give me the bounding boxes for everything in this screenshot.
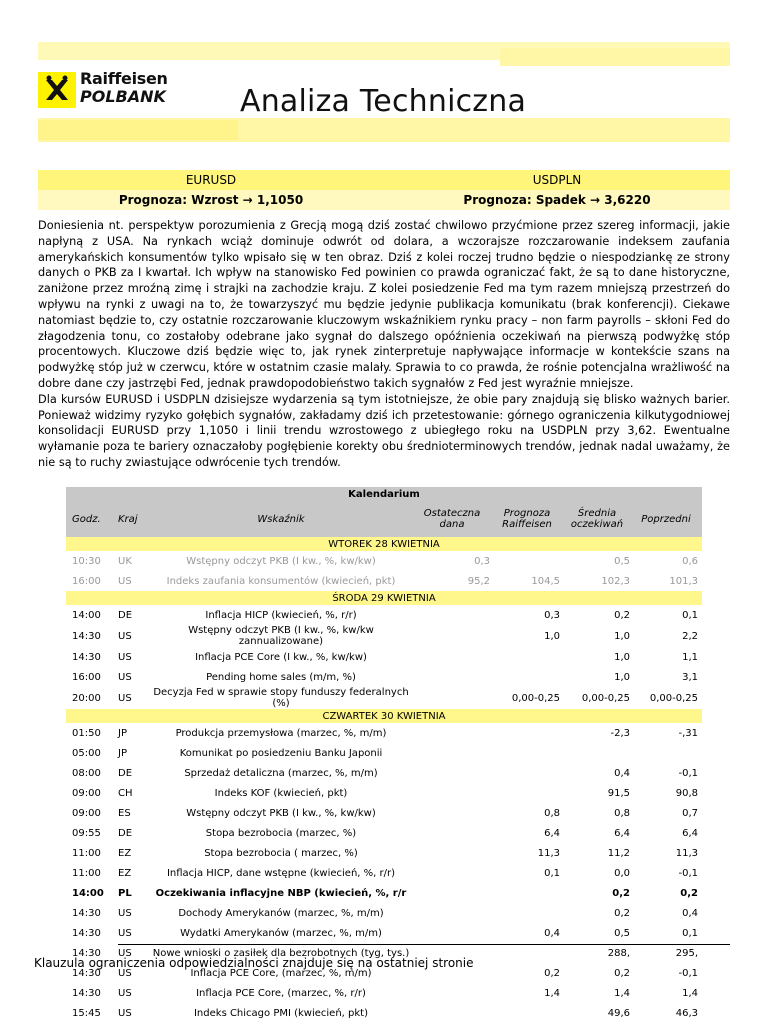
cell-previous: 101,3 xyxy=(669,575,698,587)
table-row xyxy=(66,625,702,647)
calendar-title: Kalendarium xyxy=(66,487,702,501)
cell-country: US xyxy=(118,947,132,959)
cell-country: DE xyxy=(118,609,133,621)
col-country: Kraj xyxy=(116,501,150,537)
cell-average: 11,2 xyxy=(607,847,630,859)
cell-final xyxy=(412,687,492,709)
cell-final xyxy=(412,823,492,843)
cell-final xyxy=(412,863,492,883)
cell-forecast: 11,3 xyxy=(537,847,560,859)
cell-country: US xyxy=(118,630,132,642)
cell-forecast xyxy=(492,903,562,923)
cell-average: 0,5 xyxy=(614,555,630,567)
table-row xyxy=(66,823,702,843)
cell-time: 05:00 xyxy=(72,747,101,759)
cell-time: 09:00 xyxy=(72,787,101,799)
cell-time: 09:00 xyxy=(72,807,101,819)
cell-previous: 295, xyxy=(675,947,698,959)
cell-country: JP xyxy=(118,727,127,739)
day-header: CZWARTEK 30 KWIETNIA xyxy=(66,709,702,723)
cell-forecast xyxy=(492,723,562,743)
cell-final xyxy=(412,983,492,1003)
col-indicator: Wskaźnik xyxy=(150,501,412,537)
table-row xyxy=(66,687,702,709)
cell-final xyxy=(412,883,492,903)
table-row xyxy=(66,647,702,667)
cell-time: 14:30 xyxy=(72,907,101,919)
col-average: Średnia oczekiwań xyxy=(562,501,632,537)
cell-indicator: Dochody Amerykanów (marzec, %, m/m) xyxy=(178,907,384,919)
cell-previous: -0,1 xyxy=(678,767,698,779)
cell-forecast xyxy=(492,743,562,763)
cell-indicator: Wstępny odczyt PKB (I kw., %, kw/kw) xyxy=(186,807,376,819)
cell-country: DE xyxy=(118,827,133,839)
fx-right-pair: USDPLN xyxy=(384,170,730,190)
cell-average: 1,0 xyxy=(614,630,630,642)
cell-final xyxy=(412,903,492,923)
cell-country: US xyxy=(118,1007,132,1019)
cell-indicator: Inflacja HICP (kwiecień, %, r/r) xyxy=(205,609,357,621)
cell-previous: 0,7 xyxy=(682,807,698,819)
cell-previous: 1,4 xyxy=(682,987,698,999)
cell-indicator: Komunikat po posiedzeniu Banku Japonii xyxy=(179,747,383,759)
cell-country: US xyxy=(118,907,132,919)
cell-average: -2,3 xyxy=(610,727,630,739)
cell-previous: 2,2 xyxy=(682,630,698,642)
cell-average: 0,8 xyxy=(614,807,630,819)
cell-previous: -0,1 xyxy=(678,967,698,979)
cell-indicator: Indeks Chicago PMI (kwiecień, pkt) xyxy=(193,1007,368,1019)
table-row xyxy=(66,843,702,863)
table-row xyxy=(66,571,702,591)
cell-indicator: Stopa bezrobocia (marzec, %) xyxy=(205,827,357,839)
cell-final xyxy=(412,763,492,783)
cell-time: 16:00 xyxy=(72,671,101,683)
calendar-table xyxy=(66,487,702,1023)
cell-forecast: 0,1 xyxy=(544,867,560,879)
cell-country: US xyxy=(118,927,132,939)
commentary-p2: Dla kursów EURUSD i USDPLN dzisiejsze wydarzenia są tym istotniejsze, że obie pary znajdują się blisko ważnych barier. Ponieważ widzimy ryzyko gołębich sygnałów, zakładamy dziś ich przetestowanie: górnego ograniczenia kilkutygodniowej konsolidacji EURUSD przy 1,1050 i linii trendu wzrostowego z ubiegłego roku na USDPLN przy 3,62. Ewentualne wyłamanie poza te bariery oznaczałoby pogłębienie korekty obu średnioterminowych trendów, jednak nadal uważamy, że nie są to ruchy zwiastujące odwrócenie tych trendów. xyxy=(38,392,730,469)
cell-previous: 0,1 xyxy=(682,927,698,939)
cell-indicator: Nowe wnioski o zasiłek dla bezrobotnych (tyg, tys.) xyxy=(152,947,410,959)
cell-time: 14:30 xyxy=(72,987,101,999)
col-time: Godz. xyxy=(66,501,116,537)
cell-indicator: Wstępny odczyt PKB (I kw., %, kw/kw) xyxy=(186,555,376,567)
cell-final xyxy=(412,605,492,625)
table-row xyxy=(66,803,702,823)
cell-forecast xyxy=(492,1003,562,1023)
col-forecast: Prognoza Raiffeisen xyxy=(492,501,562,537)
table-row xyxy=(66,743,702,763)
cell-time: 11:00 xyxy=(72,867,101,879)
cell-country: US xyxy=(118,651,132,663)
cell-forecast: 1,4 xyxy=(544,987,560,999)
decor-strip-top-right xyxy=(500,48,730,66)
table-row xyxy=(66,983,702,1003)
cell-country: ES xyxy=(118,807,131,819)
cell-average: 288, xyxy=(607,947,630,959)
cell-previous: 46,3 xyxy=(675,1007,698,1019)
fx-left-pair: EURUSD xyxy=(38,170,384,190)
cell-previous: 6,4 xyxy=(682,827,698,839)
cell-forecast xyxy=(492,763,562,783)
cell-previous: 0,6 xyxy=(682,555,698,567)
cell-average: 0,0 xyxy=(614,867,630,879)
page-title: Analiza Techniczna xyxy=(240,84,527,119)
cell-forecast xyxy=(492,883,562,903)
cell-country: PL xyxy=(118,887,132,899)
cell-forecast xyxy=(492,783,562,803)
cell-previous: 3,1 xyxy=(682,671,698,683)
cell-forecast: 0,8 xyxy=(544,807,560,819)
table-row xyxy=(66,883,702,903)
cell-final xyxy=(412,923,492,943)
cell-time: 20:00 xyxy=(72,692,101,704)
cell-final xyxy=(412,647,492,667)
cell-average: 6,4 xyxy=(614,827,630,839)
cell-time: 09:55 xyxy=(72,827,101,839)
commentary-p1: Doniesienia nt. perspektyw porozumienia z Grecją mogą dziś zostać chwilowo przyćmione przez szereg informacji, jakie napłyną z USA. Na rynkach wciąż dominuje odwrót od dolara, a wczorajsze rozczarowanie indeksem zaufania amerykańskich konsumentów tylko wpisało się w ten obraz. Dziś z kolei roczej trudno będzie o niespodziankę ze strony danych o PKB za I kwartał. Ich wpływ na stanowisko Fed powinien co prawda ograniczać fakt, że są to dane historyczne, zaniżone przez mroźną zimę i strajki na zachodzie kraju. Z kolei posiedzenie Fed ma tym razem mniejszą przestrzeń do wpływu na rynki z uwagi na to, że towarzyszyć mu będzie jedynie publikacja komunikatu (brak konferencji). Ciekawe natomiast będzie to, czy ostatnie rozczarowanie kluczowym wskaźnikiem rynku pracy – non farm payrolls – skłoni Fed do złagodzenia tonu, co zostałoby odebrane jako sygnał do dalszego opóźnienia oczekiwań na pierwszą podwyżkę stóp procentowych. Kluczowe dziś będzie więc to, jak rynek zinterpretuje napływające informacje w kontekście szans na podwyżkę stóp już w czerwcu, które w ostatnim czasie malały. Sprawia to co prawda, że rośnie potencjalna wrażliwość na dobre dane czy jastrzębi Fed, jednak prawdopodobieństwo takich sygnałów z Fed jest wyraźnie mniejsze. xyxy=(38,219,730,390)
cell-final xyxy=(412,803,492,823)
decor-strip-mid-left xyxy=(38,120,238,140)
cell-previous: 90,8 xyxy=(675,787,698,799)
cell-final: 0,3 xyxy=(474,555,490,567)
cell-average xyxy=(562,743,632,763)
cell-average: 1,0 xyxy=(614,651,630,663)
cell-forecast xyxy=(492,943,562,963)
cell-final xyxy=(412,625,492,647)
cell-forecast: 104,5 xyxy=(531,575,560,587)
table-row xyxy=(66,763,702,783)
cell-average: 91,5 xyxy=(607,787,630,799)
cell-average: 49,6 xyxy=(607,1007,630,1019)
day-header: WTOREK 28 KWIETNIA xyxy=(66,537,702,551)
day-header: ŚRODA 29 KWIETNIA xyxy=(66,591,702,605)
cell-country: EZ xyxy=(118,847,132,859)
cell-final xyxy=(412,783,492,803)
cell-forecast: 0,2 xyxy=(544,967,560,979)
cell-country: US xyxy=(118,987,132,999)
cell-average: 0,2 xyxy=(614,609,630,621)
cell-previous: 11,3 xyxy=(675,847,698,859)
cell-country: US xyxy=(118,692,132,704)
cell-previous: -0,1 xyxy=(678,867,698,879)
cell-country: US xyxy=(118,967,132,979)
cell-forecast: 1,0 xyxy=(544,630,560,642)
cell-indicator: Indeks KOF (kwiecień, pkt) xyxy=(214,787,348,799)
cell-previous: 0,2 xyxy=(680,887,698,899)
cell-final xyxy=(412,723,492,743)
table-row xyxy=(66,863,702,883)
cell-average: 0,00-0,25 xyxy=(581,692,630,704)
cell-time: 14:30 xyxy=(72,947,101,959)
cell-country: DE xyxy=(118,767,133,779)
cell-indicator: Stopa bezrobocia ( marzec, %) xyxy=(204,847,358,859)
cell-previous: 1,1 xyxy=(682,651,698,663)
bank-logo xyxy=(38,70,198,110)
fx-left-forecast: Prognoza: Wzrost → 1,1050 xyxy=(38,190,384,210)
fx-forecast-table xyxy=(38,170,730,210)
table-row xyxy=(66,551,702,571)
cell-forecast: 0,00-0,25 xyxy=(511,692,560,704)
logo-cross-icon xyxy=(38,72,76,108)
cell-time: 14:30 xyxy=(72,927,101,939)
cell-final xyxy=(412,743,492,763)
table-row xyxy=(66,723,702,743)
table-row xyxy=(66,903,702,923)
cell-indicator: Inflacja PCE Core, (marzec, %, r/r) xyxy=(196,987,366,999)
cell-average: 102,3 xyxy=(601,575,630,587)
cell-forecast xyxy=(492,647,562,667)
cell-indicator: Wydatki Amerykanów (marzec, %, m/m) xyxy=(180,927,382,939)
cell-indicator: Produkcja przemysłowa (marzec, %, m/m) xyxy=(175,727,387,739)
cell-time: 01:50 xyxy=(72,727,101,739)
cell-time: 14:30 xyxy=(72,630,101,642)
footer-disclaimer: Klauzula ograniczenia odpowiedzialności znajduje się na ostatniej stronie xyxy=(34,956,474,970)
cell-average: 0,4 xyxy=(614,767,630,779)
cell-time: 14:30 xyxy=(72,651,101,663)
cell-indicator: Inflacja HICP, dane wstępne (kwiecień, %, r/r) xyxy=(166,867,396,879)
cell-time: 15:45 xyxy=(72,1007,101,1019)
cell-final xyxy=(412,843,492,863)
cell-indicator: Decyzja Fed w sprawie stopy funduszy federalnych (%) xyxy=(153,687,409,709)
cell-previous: 0,00-0,25 xyxy=(649,692,698,704)
cell-time: 16:00 xyxy=(72,575,101,587)
footer-divider xyxy=(118,944,730,945)
cell-indicator: Oczekiwania inflacyjne NBP (kwiecień, %, r/r xyxy=(155,887,407,899)
col-previous: Poprzedni xyxy=(632,501,702,537)
cell-forecast: 6,4 xyxy=(544,827,560,839)
cell-average: 0,2 xyxy=(612,887,630,899)
logo-line1: Raiffeisen xyxy=(80,69,168,88)
cell-time: 10:30 xyxy=(72,555,101,567)
cell-time: 14:00 xyxy=(72,887,104,899)
cell-previous xyxy=(632,743,702,763)
cell-forecast xyxy=(492,551,562,571)
cell-country: UK xyxy=(118,555,132,567)
table-row xyxy=(66,1003,702,1023)
cell-country: CH xyxy=(118,787,133,799)
cell-final xyxy=(412,667,492,687)
table-row xyxy=(66,783,702,803)
cell-time: 11:00 xyxy=(72,847,101,859)
cell-previous: 0,1 xyxy=(682,609,698,621)
cell-indicator: Inflacja PCE Core (I kw., %, kw/kw) xyxy=(195,651,367,663)
cell-average: 0,2 xyxy=(614,907,630,919)
cell-indicator: Indeks zaufania konsumentów (kwiecień, pkt) xyxy=(166,575,396,587)
cell-indicator: Inflacja PCE Core, (marzec, %, m/m) xyxy=(190,967,372,979)
cell-time: 14:30 xyxy=(72,967,101,979)
table-row xyxy=(66,667,702,687)
cell-average: 0,5 xyxy=(614,927,630,939)
cell-final xyxy=(412,1003,492,1023)
cell-indicator: Wstępny odczyt PKB (I kw., %, kw/kw zannualizowane) xyxy=(188,625,374,647)
table-row xyxy=(66,923,702,943)
commentary xyxy=(38,218,730,471)
cell-forecast: 0,3 xyxy=(544,609,560,621)
cell-previous: 0,4 xyxy=(682,907,698,919)
fx-right-forecast: Prognoza: Spadek → 3,6220 xyxy=(384,190,730,210)
cell-average: 1,0 xyxy=(614,671,630,683)
cell-average: 1,4 xyxy=(614,987,630,999)
table-row xyxy=(66,605,702,625)
cell-final: 95,2 xyxy=(467,575,490,587)
cell-forecast: 0,4 xyxy=(544,927,560,939)
cell-country: EZ xyxy=(118,867,132,879)
cell-average: 0,2 xyxy=(614,967,630,979)
cell-time: 14:00 xyxy=(72,609,101,621)
cell-country: JP xyxy=(118,747,127,759)
cell-indicator: Sprzedaż detaliczna (marzec, %, m/m) xyxy=(184,767,378,779)
cell-indicator: Pending home sales (m/m, %) xyxy=(206,671,356,683)
col-final: Ostateczna dana xyxy=(412,501,492,537)
cell-forecast xyxy=(492,667,562,687)
cell-previous: -,31 xyxy=(678,727,698,739)
cell-time: 08:00 xyxy=(72,767,101,779)
cell-country: US xyxy=(118,671,132,683)
logo-line2: POLBANK xyxy=(80,87,166,106)
cell-country: US xyxy=(118,575,132,587)
